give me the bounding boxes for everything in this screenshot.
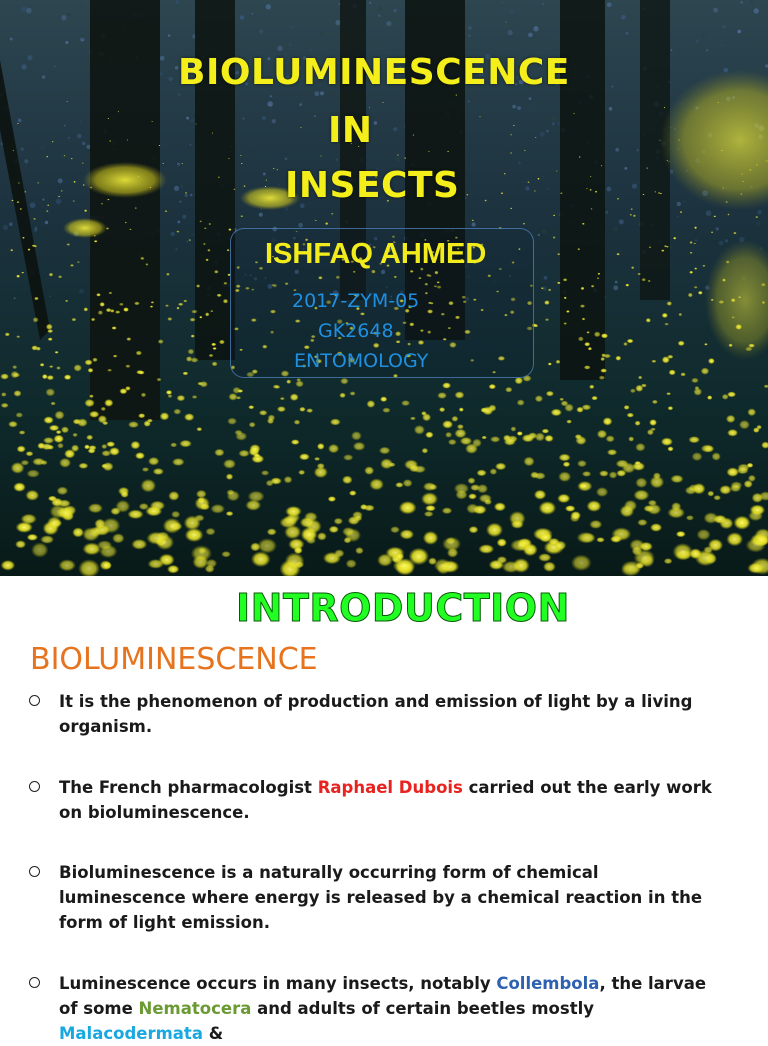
title-line-2: IN	[328, 110, 373, 151]
bullet-text-part: &	[202, 1024, 224, 1043]
author-name: ISHFAQ AHMED	[265, 238, 487, 270]
bullet-circle-icon	[29, 866, 40, 877]
bullet-text: Bioluminescence is a naturally occurring form of chemical luminescence where energy is released by a chemical reaction in the form of light emission.	[59, 863, 703, 932]
bullet-circle-icon	[29, 977, 40, 988]
bullet-text-part: The French pharmacologist	[59, 778, 318, 797]
scientist-name: Raphael Dubois	[317, 778, 463, 797]
course-code: GK2648	[318, 320, 394, 342]
bullet-circle-icon	[29, 695, 40, 706]
introduction-slide	[0, 576, 768, 1043]
bullet-text	[59, 775, 729, 825]
taxon-nematocera: Nematocera	[138, 999, 252, 1018]
title-line-1: BIOLUMINESCENCE	[178, 52, 570, 93]
bullet-text	[59, 971, 729, 1046]
bullet-occurrence	[29, 971, 729, 1046]
department: ENTOMOLOGY	[294, 350, 429, 372]
bioluminescence-heading: BIOLUMINESCENCE	[30, 642, 318, 677]
bullet-text: It is the phenomenon of production and emission of light by a living organism.	[59, 692, 693, 736]
bullet-text-part: , the larvae of some	[59, 974, 707, 1018]
taxon-malacodermata: Malacodermata	[59, 1024, 203, 1043]
bullet-history	[29, 775, 729, 825]
bullet-text-part: Luminescence occurs in many insects, notably	[59, 974, 497, 993]
bullet-text-part: carried out the early work on bioluminescence.	[59, 778, 712, 822]
bullet-definition	[29, 689, 729, 739]
bullet-mechanism	[29, 860, 729, 935]
introduction-heading: INTRODUCTION	[236, 586, 570, 630]
taxon-collembola: Collembola	[496, 974, 600, 993]
bullet-circle-icon	[29, 781, 40, 792]
registration-number: 2017-ZYM-05	[292, 290, 420, 312]
bullet-text-part: and adults of certain beetles mostly	[251, 999, 595, 1018]
title-line-3: INSECTS	[285, 165, 460, 206]
